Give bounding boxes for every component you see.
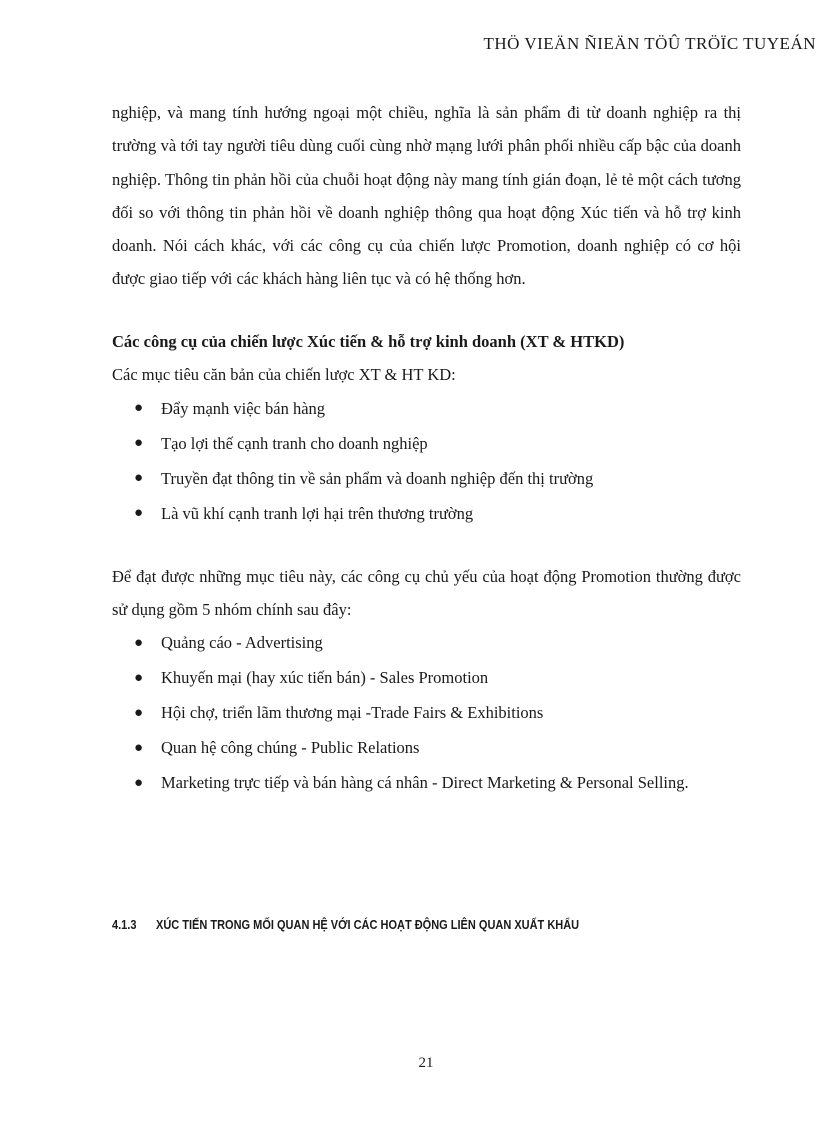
tools-heading: Các công cụ của chiến lược Xúc tiến & hỗ trợ kinh doanh (XT & HTKD) — [112, 331, 625, 351]
bullet-icon: ● — [134, 504, 144, 521]
list-item: ● Quan hệ công chúng - Public Relations — [112, 731, 741, 766]
list-item: ● Là vũ khí cạnh tranh lợi hại trên thương trường — [112, 496, 741, 531]
section-number: 4.1.3 — [112, 918, 137, 932]
bullet-icon: ● — [134, 399, 144, 416]
list-item: ● Khuyến mại (hay xúc tiến bán) - Sales Promotion — [112, 661, 741, 696]
list-item: ● Đẩy mạnh việc bán hàng — [112, 391, 741, 426]
section-heading — [112, 918, 579, 932]
list-item: ● Truyền đạt thông tin về sản phẩm và doanh nghiệp đến thị trường — [112, 461, 741, 496]
bullet-icon: ● — [134, 434, 144, 451]
objectives-list — [112, 391, 741, 531]
list-item: ● Tạo lợi thế cạnh tranh cho doanh nghiệp — [112, 426, 741, 461]
groups-list — [112, 626, 741, 800]
page-header-title: THÖ VIEÄN ÑIEÄN TÖÛ TRÖÏC TUYEÁN — [483, 34, 816, 53]
list-item: ● Quảng cáo - Advertising — [112, 626, 741, 661]
bullet-icon: ● — [134, 670, 144, 687]
list-item: ● Hội chợ, triển lãm thương mại -Trade Fairs & Exhibitions — [112, 696, 741, 731]
spacer — [112, 296, 741, 325]
bullet-icon: ● — [134, 704, 144, 721]
list-item: ● Marketing trực tiếp và bán hàng cá nhân - Direct Marketing & Personal Selling. — [112, 766, 741, 801]
section-title: XÚC TIẾN TRONG MỐI QUAN HỆ VỚI CÁC HOẠT ĐỘNG LIÊN QUAN XUẤT KHẨU — [156, 918, 580, 932]
objectives-intro: Các mục tiêu căn bản của chiến lược XT & HT KD: — [112, 364, 456, 384]
intro-paragraph: nghiệp, và mang tính hướng ngoại một chiều, nghĩa là sản phẩm đi từ doanh nghiệp ra thị trường và tới tay người tiêu dùng cuối cùng nhờ mạng lưới phân phối nhiều cấp bậc của doanh nghiệp. Thông tin phản hồi của chuỗi hoạt động này mang tính gián đoạn, lẻ tẻ một cách tương đối so với thông tin phản hồi về doanh nghiệp thông qua hoạt động Xúc tiến và hỗ trợ kinh doanh. Nói cách khác, với các công cụ của chiến lược Promotion, doanh nghiệp có cơ hội được giao tiếp với các khách hàng liên tục và có hệ thống hơn. — [112, 103, 741, 289]
bullet-icon: ● — [134, 774, 144, 791]
groups-intro: Để đạt được những mục tiêu này, các công cụ chủ yếu của hoạt động Promotion thường được sử dụng gồm 5 nhóm chính sau đây: — [112, 566, 741, 620]
spacer — [112, 531, 741, 560]
page-body — [112, 96, 741, 800]
page-number: 21 — [418, 1055, 434, 1071]
bullet-icon: ● — [134, 739, 144, 756]
bullet-icon: ● — [134, 635, 144, 652]
bullet-icon: ● — [134, 469, 144, 486]
